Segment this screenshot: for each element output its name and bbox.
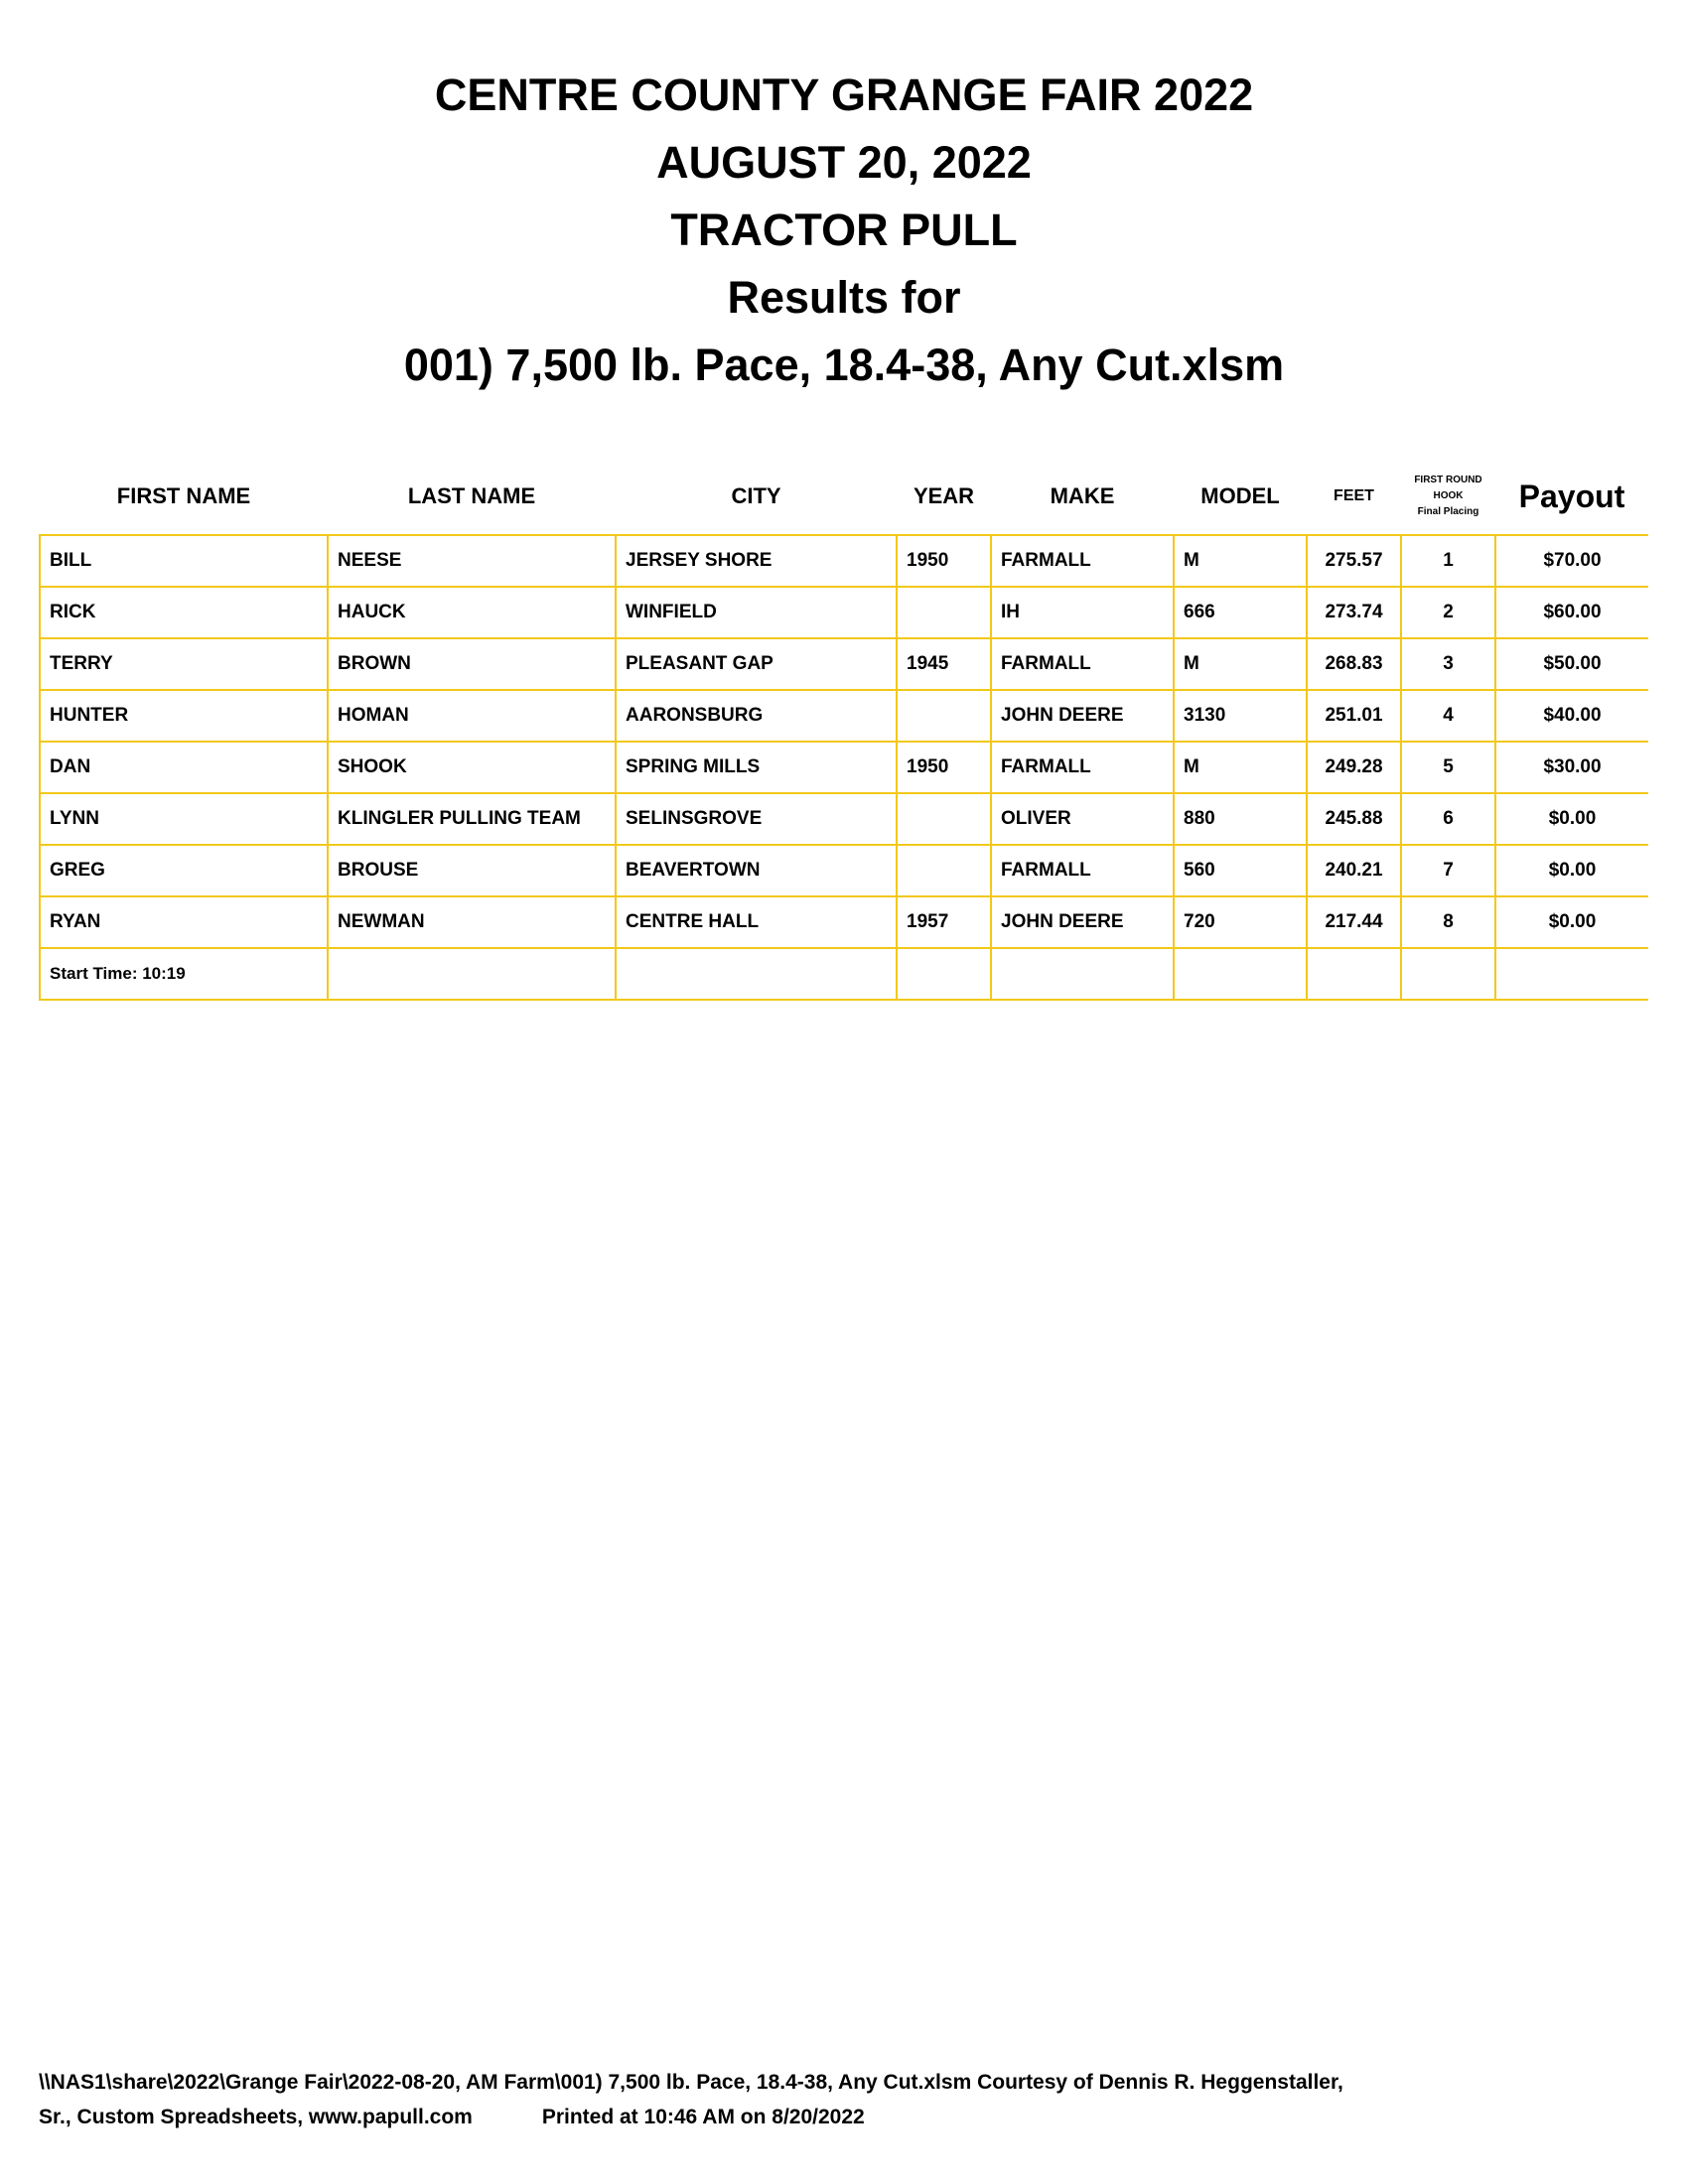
results-table (39, 459, 1648, 1001)
cell-city: JERSEY SHORE (616, 535, 897, 587)
cell-year: 1950 (897, 742, 991, 793)
table-row (40, 587, 1648, 638)
cell-feet: 249.28 (1307, 742, 1401, 793)
cell-first-name: RICK (40, 587, 328, 638)
cell-model: M (1174, 535, 1307, 587)
cell-make: JOHN DEERE (991, 896, 1174, 948)
cell-feet: 268.83 (1307, 638, 1401, 690)
cell-year (897, 793, 991, 845)
header-row (40, 459, 1648, 535)
cell-year (897, 587, 991, 638)
footer-file-path: \\NAS1\share\2022\Grange Fair\2022-08-20, AM Farm\001) 7,500 lb. Pace, 18.4-38, Any Cut.xlsm Courtesy of Dennis R. Heggenstaller, (39, 2071, 1343, 2094)
empty-cell (897, 948, 991, 1000)
header-hook-line2: HOOK (1433, 490, 1464, 501)
cell-first-name: BILL (40, 535, 328, 587)
cell-last-name: KLINGLER PULLING TEAM (328, 793, 616, 845)
cell-city: PLEASANT GAP (616, 638, 897, 690)
cell-payout: $60.00 (1495, 587, 1648, 638)
cell-make: JOHN DEERE (991, 690, 1174, 742)
cell-payout: $50.00 (1495, 638, 1648, 690)
empty-cell (1307, 948, 1401, 1000)
cell-last-name: NEESE (328, 535, 616, 587)
cell-last-name: NEWMAN (328, 896, 616, 948)
cell-place: 4 (1401, 690, 1495, 742)
start-time: Start Time: 10:19 (40, 948, 328, 1000)
cell-payout: $0.00 (1495, 845, 1648, 896)
cell-model: 720 (1174, 896, 1307, 948)
cell-make: FARMALL (991, 845, 1174, 896)
cell-year (897, 845, 991, 896)
cell-make: FARMALL (991, 535, 1174, 587)
footer-printed-time: Printed at 10:46 AM on 8/20/2022 (541, 2106, 865, 2128)
cell-year: 1945 (897, 638, 991, 690)
cell-feet: 217.44 (1307, 896, 1401, 948)
cell-model: 3130 (1174, 690, 1307, 742)
cell-first-name: HUNTER (40, 690, 328, 742)
cell-first-name: GREG (40, 845, 328, 896)
cell-place: 3 (1401, 638, 1495, 690)
class-name: 001) 7,500 lb. Pace, 18.4-38, Any Cut.xlsm (403, 340, 1285, 390)
fair-title: CENTRE COUNTY GRANGE FAIR 2022 (434, 69, 1254, 120)
header-hook-line3: Final Placing (1417, 506, 1479, 517)
cell-payout: $0.00 (1495, 793, 1648, 845)
cell-first-name: RYAN (40, 896, 328, 948)
cell-first-name: LYNN (40, 793, 328, 845)
cell-feet: 275.57 (1307, 535, 1401, 587)
table-row (40, 793, 1648, 845)
header-payout: Payout (1518, 478, 1625, 514)
header-feet: FEET (1334, 487, 1374, 504)
table-row (40, 638, 1648, 690)
header-hook (1401, 459, 1495, 535)
cell-feet: 245.88 (1307, 793, 1401, 845)
cell-city: WINFIELD (616, 587, 897, 638)
cell-make: FARMALL (991, 742, 1174, 793)
cell-place: 5 (1401, 742, 1495, 793)
cell-last-name: BROUSE (328, 845, 616, 896)
cell-last-name: SHOOK (328, 742, 616, 793)
header-hook-line1: FIRST ROUND (1414, 475, 1482, 485)
table-row (40, 845, 1648, 896)
header-last-name: LAST NAME (407, 483, 536, 508)
cell-last-name: HAUCK (328, 587, 616, 638)
cell-model: 880 (1174, 793, 1307, 845)
cell-first-name: DAN (40, 742, 328, 793)
cell-model: M (1174, 742, 1307, 793)
cell-last-name: BROWN (328, 638, 616, 690)
cell-payout: $0.00 (1495, 896, 1648, 948)
results-heading: Results for (727, 272, 961, 323)
cell-model: 666 (1174, 587, 1307, 638)
cell-make: OLIVER (991, 793, 1174, 845)
cell-feet: 240.21 (1307, 845, 1401, 896)
cell-city: AARONSBURG (616, 690, 897, 742)
cell-payout: $70.00 (1495, 535, 1648, 587)
cell-place: 8 (1401, 896, 1495, 948)
cell-model: 560 (1174, 845, 1307, 896)
empty-cell (991, 948, 1174, 1000)
event-name: TRACTOR PULL (670, 205, 1018, 255)
cell-year: 1957 (897, 896, 991, 948)
cell-year: 1950 (897, 535, 991, 587)
footer-credit-line (39, 2100, 1647, 2134)
cell-first-name: TERRY (40, 638, 328, 690)
table-row (40, 896, 1648, 948)
table-row (40, 690, 1648, 742)
cell-place: 1 (1401, 535, 1495, 587)
header-model: MODEL (1200, 483, 1280, 508)
page-footer (39, 2065, 1647, 2134)
report-title-block (0, 62, 1688, 399)
table-row (40, 742, 1648, 793)
empty-cell (328, 948, 616, 1000)
cell-payout: $40.00 (1495, 690, 1648, 742)
table-row (40, 535, 1648, 587)
header-first-name: FIRST NAME (116, 483, 251, 508)
empty-cell (1174, 948, 1307, 1000)
cell-city: SPRING MILLS (616, 742, 897, 793)
empty-cell (1495, 948, 1648, 1000)
cell-last-name: HOMAN (328, 690, 616, 742)
cell-city: SELINSGROVE (616, 793, 897, 845)
footer-credit: Sr., Custom Spreadsheets, www.papull.com (39, 2106, 473, 2128)
header-city: CITY (731, 483, 781, 508)
cell-place: 7 (1401, 845, 1495, 896)
event-date: AUGUST 20, 2022 (656, 137, 1032, 188)
empty-cell (1401, 948, 1495, 1000)
empty-cell (616, 948, 897, 1000)
cell-feet: 273.74 (1307, 587, 1401, 638)
cell-city: CENTRE HALL (616, 896, 897, 948)
header-make: MAKE (1050, 483, 1115, 508)
cell-place: 6 (1401, 793, 1495, 845)
cell-make: IH (991, 587, 1174, 638)
cell-payout: $30.00 (1495, 742, 1648, 793)
cell-feet: 251.01 (1307, 690, 1401, 742)
cell-city: BEAVERTOWN (616, 845, 897, 896)
cell-make: FARMALL (991, 638, 1174, 690)
cell-model: M (1174, 638, 1307, 690)
start-time-row (40, 948, 1648, 1000)
cell-year (897, 690, 991, 742)
header-year: YEAR (913, 483, 975, 508)
cell-place: 2 (1401, 587, 1495, 638)
